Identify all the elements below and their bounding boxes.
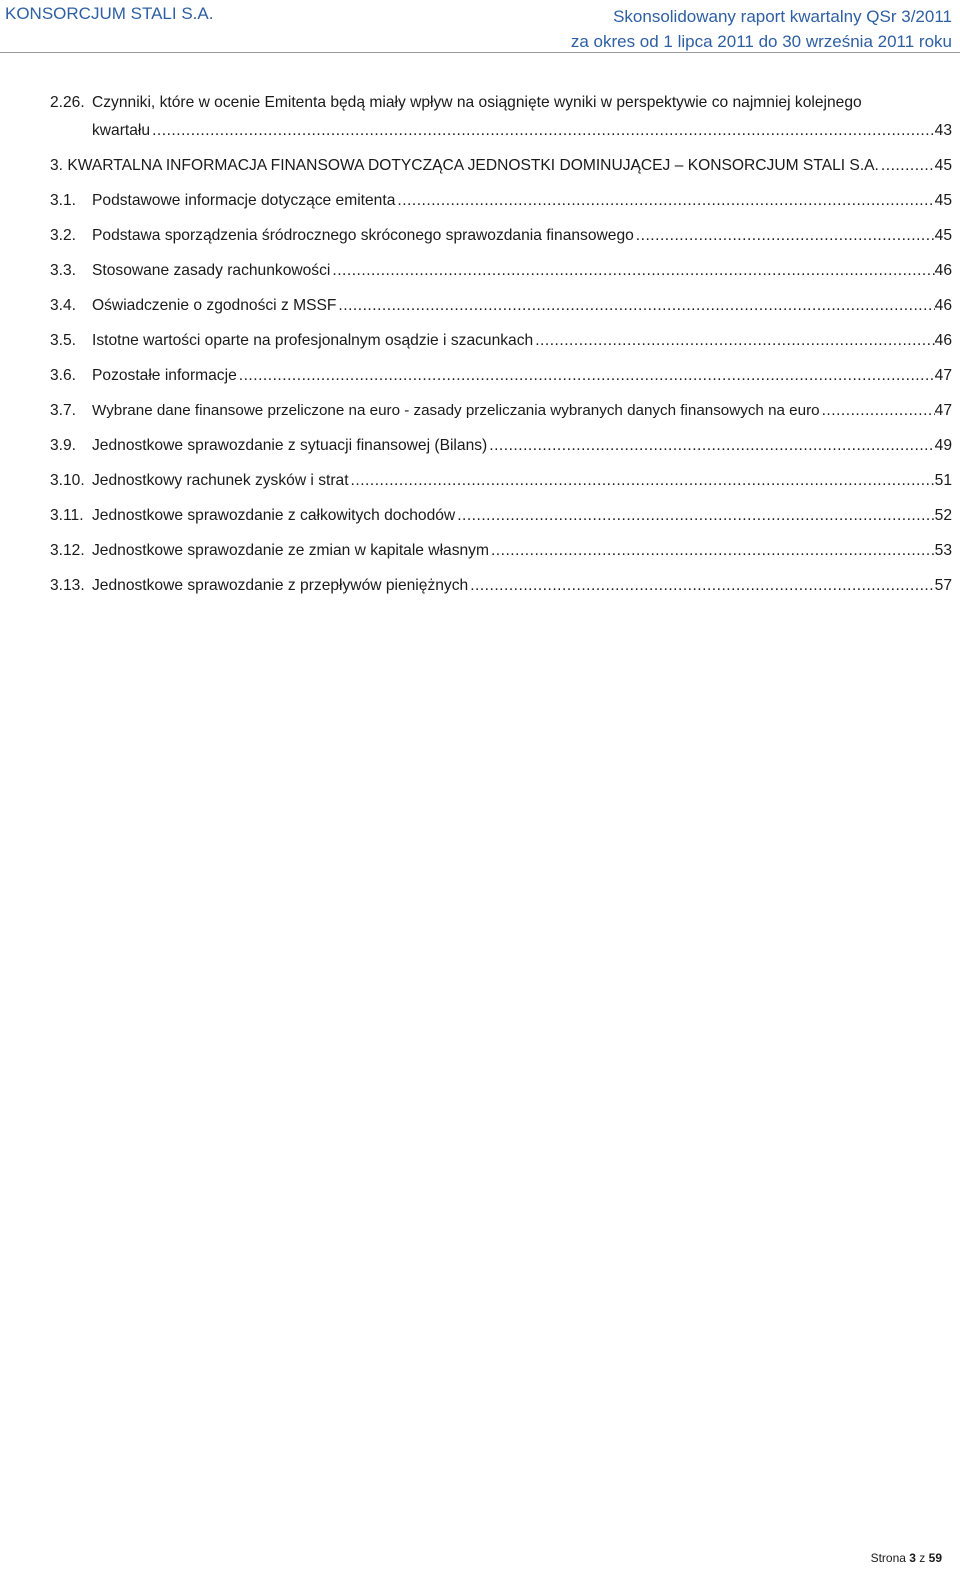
toc-entry-page: 46 xyxy=(934,332,952,349)
toc-entry-page: 51 xyxy=(934,472,952,489)
footer-separator: z xyxy=(919,1551,926,1565)
toc-entry-number: 3.9. xyxy=(50,437,77,454)
toc-entry-title: Jednostkowe sprawozdanie ze zmian w kapitale własnym xyxy=(92,542,489,559)
footer-current-page: 3 xyxy=(909,1551,916,1565)
toc-leader-dots xyxy=(820,394,935,428)
toc-entry-page: 52 xyxy=(934,507,952,524)
toc-entry-number: 3.3. xyxy=(50,262,77,279)
toc-entry-page: 43 xyxy=(934,122,952,139)
toc-entry-3-2[interactable] xyxy=(0,219,960,253)
toc-entry-title: Istotne wartości oparte na profesjonalnym osądzie i szacunkach xyxy=(92,332,534,349)
header-report-title: Skonsolidowany raport kwartalny QSr 3/2011 xyxy=(613,7,952,26)
toc-entry-3-4[interactable] xyxy=(0,289,960,323)
toc-entry-title: Jednostkowe sprawozdanie z przepływów pieniężnych xyxy=(92,577,469,594)
toc-entry-number: 3.12. xyxy=(50,542,85,559)
toc-entry-number: 3.4. xyxy=(50,297,77,314)
toc-entry-title: Jednostkowe sprawozdanie z sytuacji finansowej (Bilans) xyxy=(92,437,488,454)
toc-leader-dots xyxy=(489,534,935,568)
toc-entry-3-6[interactable] xyxy=(0,359,960,393)
toc-entry-3-10[interactable] xyxy=(0,464,960,498)
toc-entry-title-line1: Czynniki, które w ocenie Emitenta będą miały wpływ na osiągnięte wyniki w perspektywie co najmniej kolejnego xyxy=(92,94,862,111)
toc-entry-3-9[interactable] xyxy=(0,429,960,463)
toc-entry-page: 46 xyxy=(934,262,952,279)
toc-entry-title: Oświadczenie o zgodności z MSSF xyxy=(92,297,337,314)
toc-entry-number: 3.5. xyxy=(50,332,77,349)
toc-entry-number: 3.6. xyxy=(50,367,77,384)
toc-entry-3-11[interactable] xyxy=(0,499,960,533)
toc-leader-dots xyxy=(634,219,935,253)
toc-entry-page: 53 xyxy=(934,542,952,559)
toc-leader-dots xyxy=(237,359,935,393)
toc-entry-title: Jednostkowy rachunek zysków i strat xyxy=(92,472,349,489)
toc-entry-3-7[interactable] xyxy=(0,394,960,428)
toc-entry-page: 45 xyxy=(934,227,952,244)
toc-entry-3-12[interactable] xyxy=(0,534,960,568)
toc-leader-dots xyxy=(349,464,935,498)
toc-leader-dots xyxy=(455,499,934,533)
toc-entry-page: 47 xyxy=(934,402,952,419)
toc-leader-dots xyxy=(395,184,934,218)
toc-leader-dots xyxy=(330,254,934,288)
toc-entry-title-line2: kwartału xyxy=(92,122,151,139)
toc-entry-number: 3.10. xyxy=(50,472,85,489)
toc-entry-number: 3.11. xyxy=(50,507,84,524)
header-divider xyxy=(0,52,960,53)
toc-entry-number: 3.13. xyxy=(50,577,85,594)
toc-entry-3-5[interactable] xyxy=(0,324,960,358)
toc-leader-dots xyxy=(879,149,935,183)
page-footer xyxy=(871,1551,942,1565)
header-company: KONSORCJUM STALI S.A. xyxy=(5,4,214,23)
toc-entry-title: Jednostkowe sprawozdanie z całkowitych dochodów xyxy=(92,507,456,524)
toc-entry-page: 46 xyxy=(934,297,952,314)
toc-entry-title: Stosowane zasady rachunkowości xyxy=(92,262,331,279)
toc-leader-dots xyxy=(487,429,934,463)
toc-leader-dots xyxy=(533,324,934,358)
footer-label: Strona xyxy=(870,1551,906,1565)
toc-entry-page: 49 xyxy=(934,437,952,454)
toc-entry-page: 57 xyxy=(934,577,952,594)
toc-leader-dots xyxy=(150,114,935,148)
toc-entry-title: Pozostałe informacje xyxy=(92,367,237,384)
toc-entry-page: 45 xyxy=(934,192,952,209)
toc-entry-number: 3.2. xyxy=(50,227,77,244)
toc-entry-3[interactable] xyxy=(0,149,960,183)
toc-entry-number: 3.7. xyxy=(50,402,77,419)
toc-entry-2-26-cont[interactable] xyxy=(0,114,960,148)
toc-entry-number: 3.1. xyxy=(50,192,77,209)
toc-entry-3-3[interactable] xyxy=(0,254,960,288)
toc-section-title: 3. KWARTALNA INFORMACJA FINANSOWA DOTYCZĄCA JEDNOSTKI DOMINUJĄCEJ – KONSORCJUM STALI S.A. xyxy=(50,157,879,174)
toc-leader-dots xyxy=(336,289,934,323)
toc-entry-title: Podstawowe informacje dotyczące emitenta xyxy=(92,192,396,209)
header-report-period: za okres od 1 lipca 2011 do 30 września 2011 roku xyxy=(570,32,952,51)
toc-entry-title: Podstawa sporządzenia śródrocznego skróconego sprawozdania finansowego xyxy=(92,227,634,244)
toc-entry-3-13[interactable] xyxy=(0,569,960,603)
toc-entry-number: 2.26. xyxy=(50,94,85,111)
toc-leader-dots xyxy=(468,569,934,603)
header-report-info xyxy=(571,4,952,54)
toc-entry-title: Wybrane dane finansowe przeliczone na euro - zasady przeliczania wybranych danych finansowych na euro xyxy=(92,402,820,419)
toc-entry-page: 47 xyxy=(934,367,952,384)
footer-total-pages: 59 xyxy=(928,1551,942,1565)
toc-entry-3-1[interactable] xyxy=(0,184,960,218)
toc-entry-page: 45 xyxy=(934,157,952,174)
